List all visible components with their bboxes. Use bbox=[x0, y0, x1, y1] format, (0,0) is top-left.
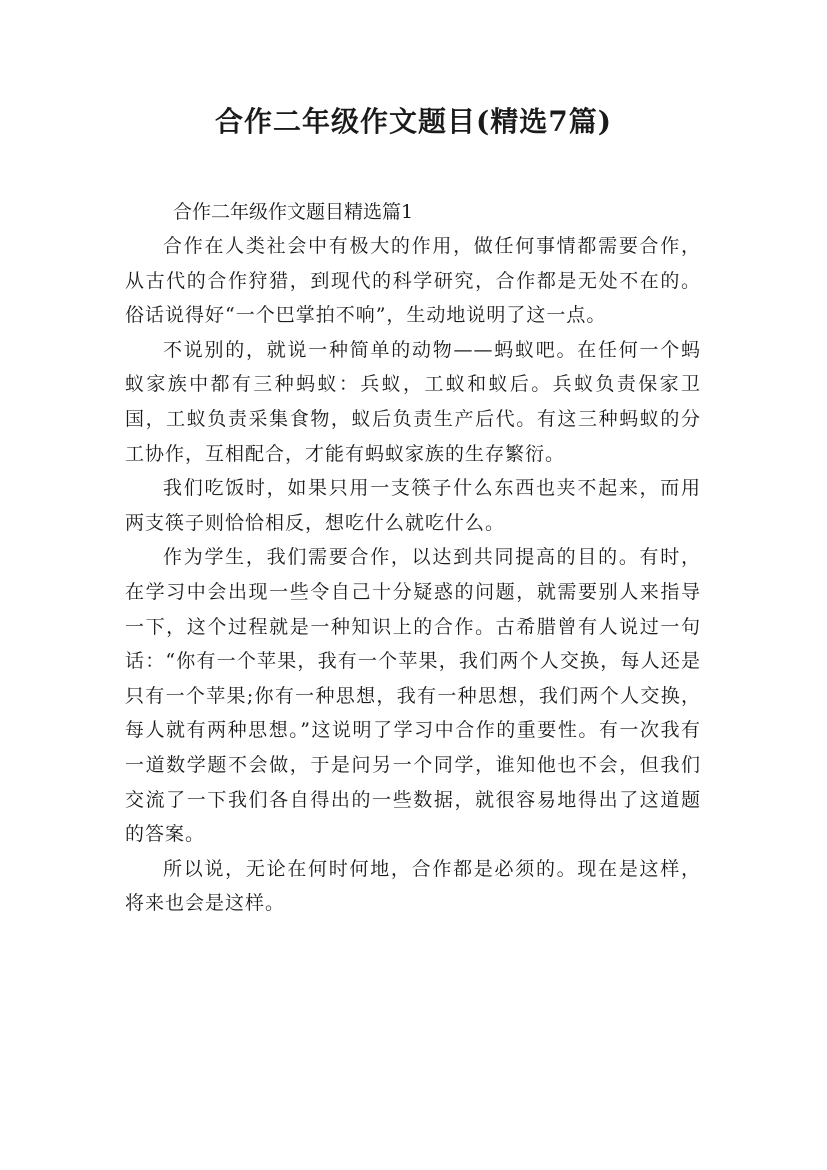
document-body bbox=[125, 195, 701, 921]
paragraph-3: 我们吃饭时，如果只用一支筷子什么东西也夹不起来，而用两支筷子则恰恰相反，想吃什么就吃什么。 bbox=[125, 477, 701, 534]
paragraph-1: 合作在人类社会中有极大的作用，做任何事情都需要合作，从古代的合作狩猎，到现代的科学研究，合作都是无处不在的。俗话说得好“一个巴掌拍不响”，生动地说明了这一点。 bbox=[125, 235, 701, 327]
paragraph-2: 不说别的，就说一种简单的动物——蚂蚁吧。在任何一个蚂蚁家族中都有三种蚂蚁：兵蚁，工蚁和蚁后。兵蚁负责保家卫国，工蚁负责采集食物，蚁后负责生产后代。有这三种蚂蚁的分工协作，互相配合，才能有蚂蚁家族的生存繁衍。 bbox=[125, 338, 701, 465]
paragraph-4: 作为学生，我们需要合作，以达到共同提高的目的。有时，在学习中会出现一些令自己十分疑惑的问题，就需要别人来指导一下，这个过程就是一种知识上的合作。古希腊曾有人说过一句话：“你有一个苹果，我有一个苹果，我们两个人交换，每人还是只有一个苹果;你有一种思想，我有一种思想，我们两个人交换，每人就有两种思想。”这说明了学习中合作的重要性。有一次我有一道数学题不会做，于是问另一个同学，谁知他也不会，但我们交流了一下我们各自得出的一些数据，就很容易地得出了这道题的答案。 bbox=[125, 546, 701, 846]
section-heading: 合作二年级作文题目精选篇1 bbox=[173, 201, 414, 223]
document-title: 合作二年级作文题目(精选7篇) bbox=[215, 105, 612, 138]
paragraph-5: 所以说，无论在何时何地，合作都是必须的。现在是这样，将来也会是这样。 bbox=[125, 857, 701, 915]
